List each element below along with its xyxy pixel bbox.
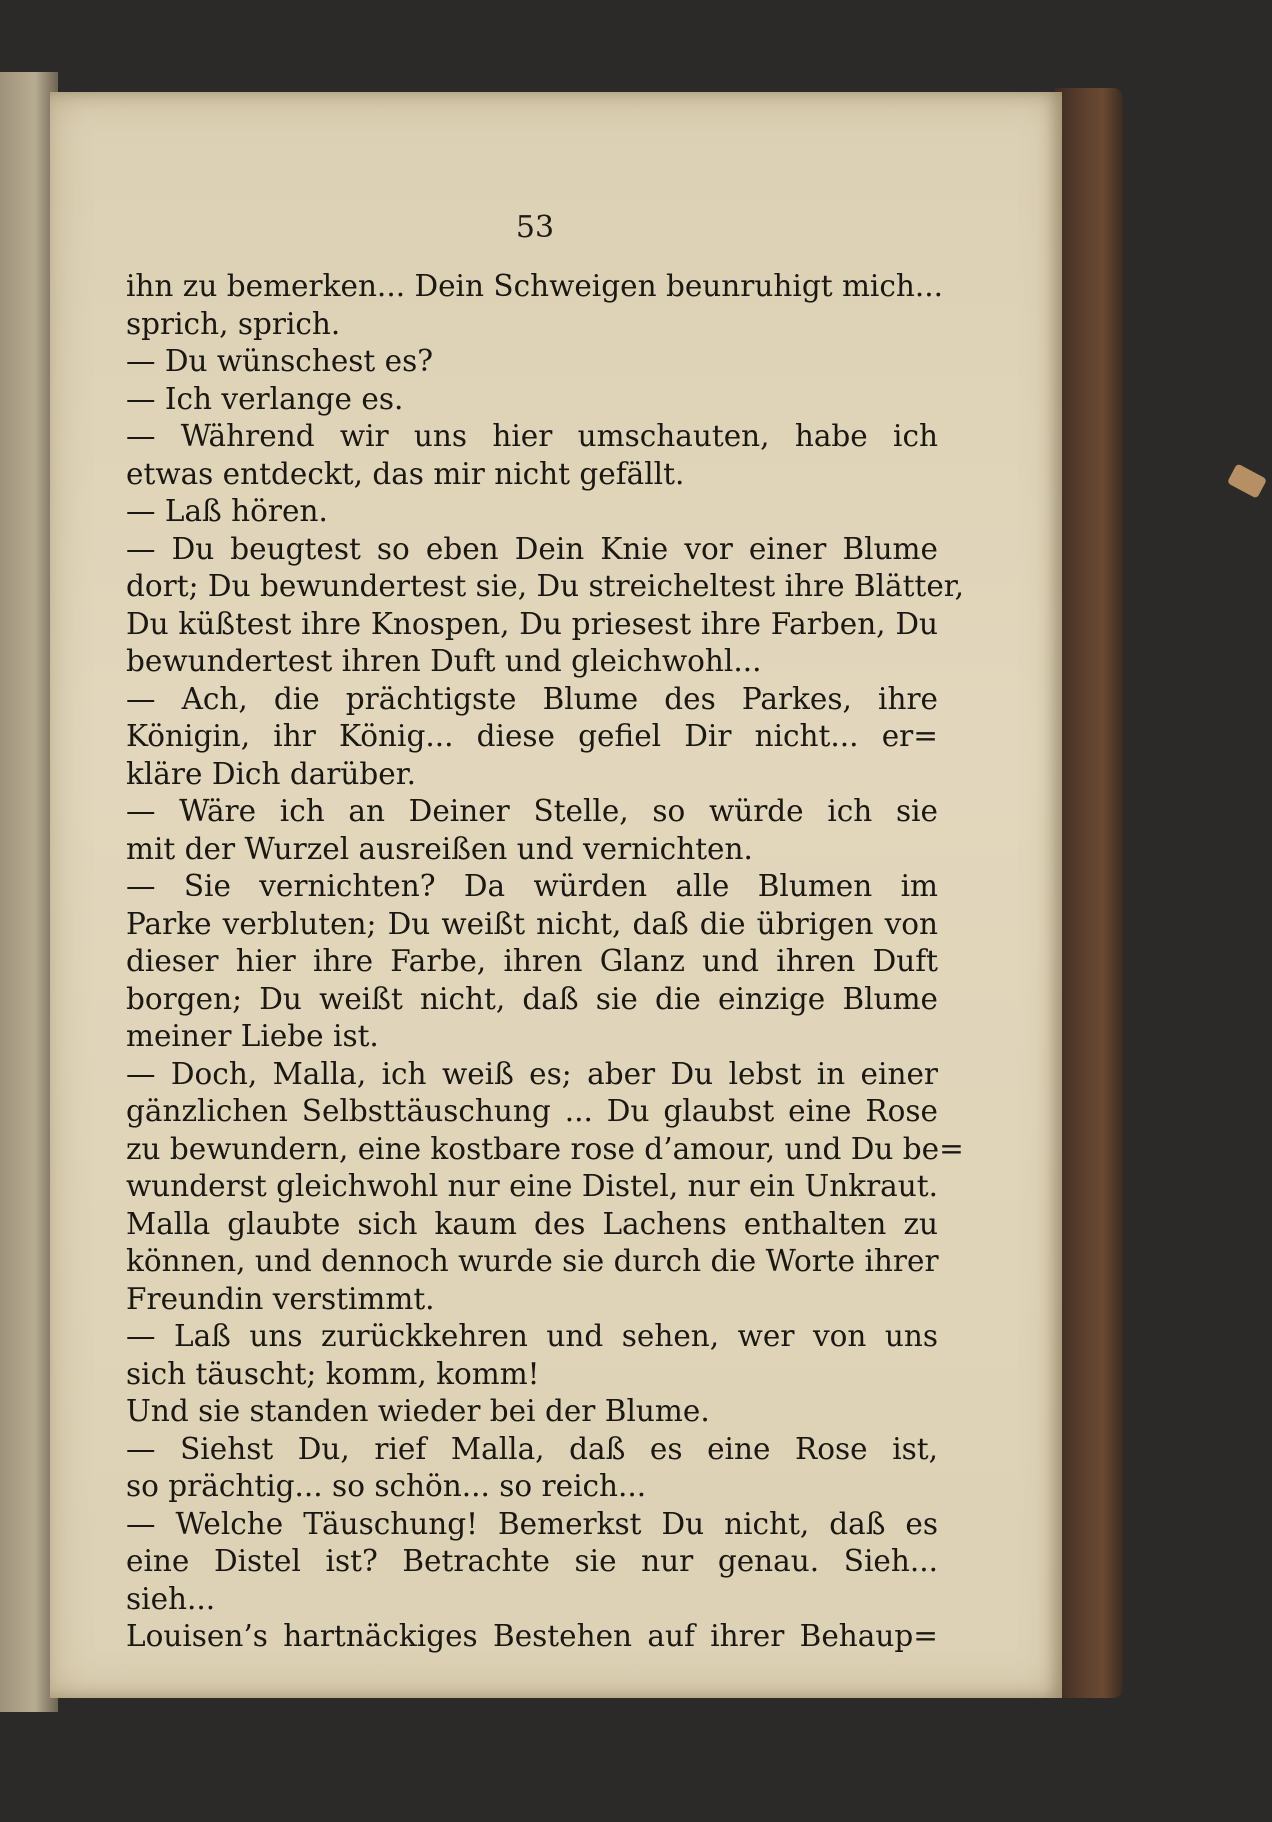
text-line: borgen; Du weißt nicht, daß sie die einzige Blume	[126, 981, 938, 1016]
text-line: sprich, sprich.	[126, 306, 341, 341]
page-text	[126, 268, 965, 1656]
cover-stain	[1227, 463, 1267, 498]
text-line: — Ich verlange es.	[126, 381, 404, 416]
text-line: meiner Liebe ist.	[126, 1019, 379, 1053]
text-line: so prächtig... so schön... so reich...	[126, 1469, 647, 1503]
text-line: — Du wünschest es?	[126, 344, 434, 378]
text-line: Königin, ihr König... diese gefiel Dir nicht... er=	[126, 719, 938, 753]
text-line: dort; Du bewundertest sie, Du streicheltest ihre Blätter,	[126, 569, 965, 603]
text-line: Du küßtest ihre Knospen, Du priesest ihre Farben, Du	[126, 606, 938, 641]
text-line: — Siehst Du, rief Malla, daß es eine Rose ist,	[126, 1431, 938, 1466]
text-line: Louisen’s hartnäckiges Bestehen auf ihrer Behaup=	[126, 1619, 938, 1653]
text-line: sieh...	[126, 1581, 216, 1616]
text-line: sich täuscht; komm, komm!	[126, 1356, 540, 1391]
text-line: — Ach, die prächtigste Blume des Parkes, ihre	[126, 681, 938, 716]
text-line: — Laß uns zurückkehren und sehen, wer von uns	[126, 1319, 938, 1353]
text-line: gänzlichen Selbsttäuschung ... Du glaubst eine Rose	[126, 1094, 938, 1128]
text-line: ihn zu bemerken... Dein Schweigen beunruhigt mich...	[126, 269, 944, 303]
text-line: — Wäre ich an Deiner Stelle, so würde ich sie	[126, 794, 938, 828]
text-line: — Welche Täuschung! Bemerkst Du nicht, daß es	[126, 1506, 938, 1541]
text-line: dieser hier ihre Farbe, ihren Glanz und ihren Duft	[126, 944, 938, 978]
text-line: eine Distel ist? Betrachte sie nur genau. Sieh...	[126, 1544, 938, 1578]
text-line: wunderst gleichwohl nur eine Distel, nur ein Unkraut.	[126, 1169, 938, 1203]
text-line: Und sie standen wieder bei der Blume.	[126, 1394, 710, 1428]
text-line: — Du beugtest so eben Dein Knie vor einer Blume	[126, 531, 938, 566]
text-line: Freundin verstimmt.	[126, 1281, 435, 1316]
text-line: — Laß hören.	[126, 494, 328, 528]
book-cover-edge	[1055, 88, 1123, 1698]
text-line: — Während wir uns hier umschauten, habe ich	[126, 419, 938, 453]
text-line: — Sie vernichten? Da würden alle Blumen im	[126, 869, 938, 903]
text-line: zu bewundern, eine kostbare rose d’amour, und Du be=	[126, 1131, 964, 1166]
text-line: etwas entdeckt, das mir nicht gefällt.	[126, 456, 685, 491]
text-line: Malla glaubte sich kaum des Lachens enthalten zu	[126, 1206, 938, 1241]
text-line: mit der Wurzel ausreißen und vernichten.	[126, 831, 753, 866]
text-line: können, und dennoch wurde sie durch die Worte ihrer	[126, 1244, 939, 1278]
text-line: kläre Dich darüber.	[126, 756, 416, 791]
text-line: Parke verbluten; Du weißt nicht, daß die übrigen von	[126, 906, 938, 941]
text-line: — Doch, Malla, ich weiß es; aber Du lebst in einer	[126, 1056, 938, 1091]
page-number: 53	[515, 210, 555, 245]
text-line: bewundertest ihren Duft und gleichwohl...	[126, 644, 762, 678]
